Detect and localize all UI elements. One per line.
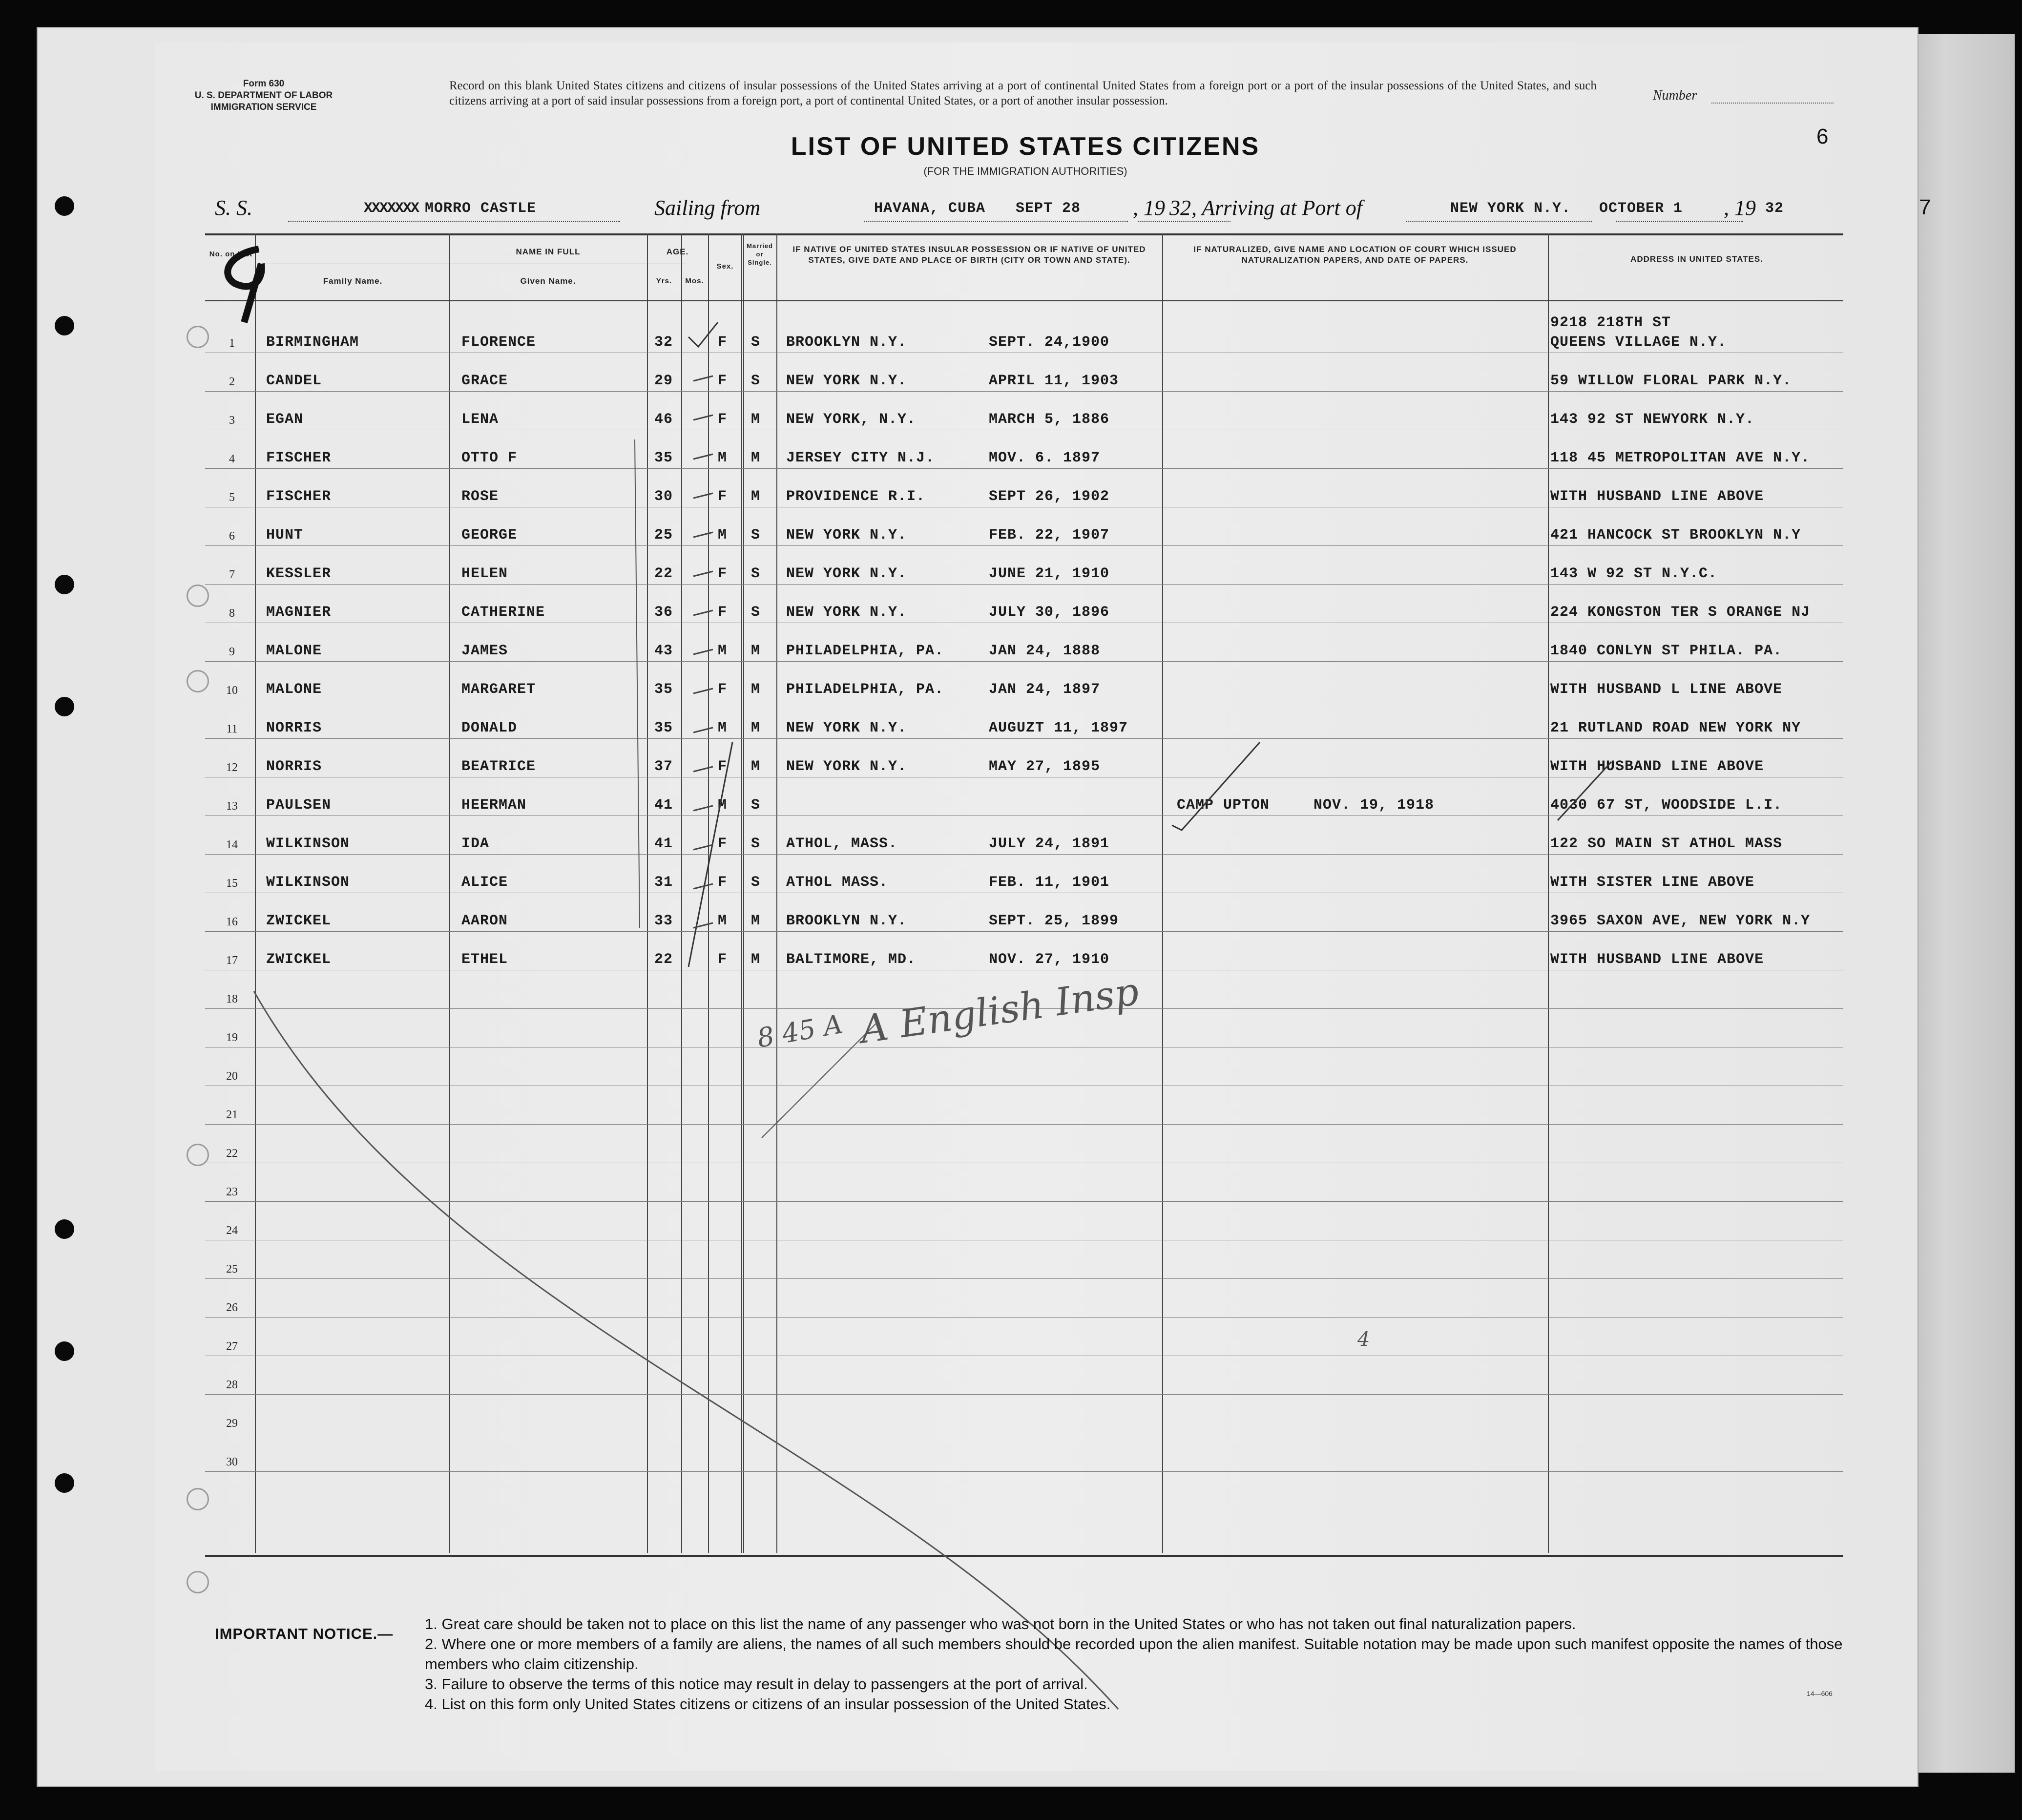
cancellation-line xyxy=(254,991,1118,1709)
marital-status: S xyxy=(751,604,761,621)
row-number: 30 xyxy=(226,1456,238,1468)
sheet-mark-nine xyxy=(228,249,262,322)
given-name: GRACE xyxy=(461,373,508,389)
birth-date: JULY 24, 1891 xyxy=(989,836,1110,852)
address: 122 SO MAIN ST ATHOL MASS xyxy=(1550,836,1783,852)
inspector-signature: A English Insp xyxy=(857,969,1142,1052)
family-name: ZWICKEL xyxy=(266,913,332,929)
address: 421 HANCOCK ST BROOKLYN N.Y xyxy=(1550,527,1801,544)
birth-place: PHILADELPHIA, PA. xyxy=(786,643,944,659)
marital-status: M xyxy=(751,913,761,929)
arrival-port: NEW YORK N.Y. xyxy=(1450,200,1571,217)
sex: F xyxy=(718,681,728,698)
address-check xyxy=(1558,762,1611,820)
birth-place: BALTIMORE, MD. xyxy=(786,951,917,968)
header-family-name: Family Name. xyxy=(323,276,383,286)
header-mos: Mos. xyxy=(685,277,704,285)
row-number: 2 xyxy=(229,376,235,388)
marital-status: M xyxy=(751,951,761,968)
address: WITH HUSBAND LINE ABOVE xyxy=(1550,951,1764,968)
marital-status: M xyxy=(751,488,761,505)
sex: M xyxy=(718,527,728,544)
row-number: 12 xyxy=(226,761,238,774)
family-name: HUNT xyxy=(266,527,304,544)
row-number: 3 xyxy=(229,414,235,427)
header-given-name: Given Name. xyxy=(520,276,576,286)
birth-place: NEW YORK N.Y. xyxy=(786,373,907,389)
address: WITH HUSBAND L LINE ABOVE xyxy=(1550,681,1783,698)
row-number: 9 xyxy=(229,646,235,658)
address: 9218 218TH ST xyxy=(1550,314,1671,331)
check-mark xyxy=(688,742,732,967)
given-name: DONALD xyxy=(461,720,518,736)
birth-date: NOV. 27, 1910 xyxy=(989,951,1110,968)
sex: M xyxy=(718,643,728,659)
page-title: LIST OF UNITED STATES CITIZENS xyxy=(791,132,1260,161)
record-instructions: Record on this blank United States citizens and citizens of insular possessions of the United States arriving at a port of continental United States from a foreign port or a port of the insular possessions of the United States, and such citizens arriving at a port of said insular possessions from a foreign port, a port of continental United States, or a port of another insular possession. xyxy=(449,79,1597,107)
sex: F xyxy=(718,565,728,582)
header-address: ADDRESS IN UNITED STATES. xyxy=(1630,254,1763,264)
row-number: 8 xyxy=(229,607,235,620)
sailing-from-label: Sailing from xyxy=(654,196,761,220)
row-number: 14 xyxy=(226,838,238,851)
address: 118 45 METROPOLITAN AVE N.Y. xyxy=(1550,450,1811,466)
birth-date: SEPT. 25, 1899 xyxy=(989,913,1119,929)
sex: F xyxy=(718,836,728,852)
birth-date: MAY 27, 1895 xyxy=(989,758,1101,775)
sex: F xyxy=(718,488,728,505)
row-number: 11 xyxy=(226,723,238,735)
age-years: 41 xyxy=(654,836,673,852)
age-years: 29 xyxy=(654,373,673,389)
sex: F xyxy=(718,951,728,968)
row-number: 24 xyxy=(226,1224,238,1237)
sex: M xyxy=(718,450,728,466)
row-number: 10 xyxy=(226,684,238,697)
age-years: 35 xyxy=(654,450,673,466)
header-naturalized: IF NATURALIZED, GIVE NAME AND LOCATION OF COURT WHICH ISSUED NATURALIZATION PAPERS, AND DATE OF PAPERS. xyxy=(1193,245,1517,265)
given-name: CATHERINE xyxy=(461,604,545,621)
notice-item: 1. Great care should be taken not to place on this list the name of any passenger who was not born in the United States or who has not taken out final naturalization papers. xyxy=(425,1615,1576,1632)
header-name-in-full: NAME IN FULL xyxy=(516,247,581,256)
family-name: EGAN xyxy=(266,411,304,428)
birth-date: JAN 24, 1897 xyxy=(989,681,1101,698)
age-years: 46 xyxy=(654,411,673,428)
age-years: 32 xyxy=(654,334,673,351)
row-number: 25 xyxy=(226,1263,238,1276)
age-years: 41 xyxy=(654,797,673,814)
given-name: HEERMAN xyxy=(461,797,527,814)
address: WITH HUSBAND LINE ABOVE xyxy=(1550,488,1764,505)
sex: M xyxy=(718,720,728,736)
address: 1840 CONLYN ST PHILA. PA. xyxy=(1550,643,1783,659)
row-number: 5 xyxy=(229,491,235,504)
departure-port: HAVANA, CUBA xyxy=(874,200,986,217)
struck-text: XXXXXXX xyxy=(364,200,419,217)
marital-status: S xyxy=(751,334,761,351)
birth-place: BROOKLYN N.Y. xyxy=(786,913,907,929)
sex: M xyxy=(718,797,728,814)
sex: M xyxy=(718,913,728,929)
sex: F xyxy=(718,373,728,389)
arrival-date: OCTOBER 1 xyxy=(1599,200,1683,217)
sex: F xyxy=(718,334,728,351)
address: 224 KONGSTON TER S ORANGE NJ xyxy=(1550,604,1811,621)
header-no: No. on List xyxy=(209,250,253,258)
birth-place: ATHOL MASS. xyxy=(786,874,889,891)
given-name: JAMES xyxy=(461,643,508,659)
age-years: 37 xyxy=(654,758,673,775)
page-number: 6 xyxy=(1816,125,1829,148)
family-name: KESSLER xyxy=(266,565,332,582)
row-number: 28 xyxy=(226,1379,238,1391)
arrival-year: 32 xyxy=(1765,200,1784,217)
header-birth: IF NATIVE OF UNITED STATES INSULAR POSSESSION OR IF NATIVE OF UNITED STATES, GIVE DATE AND PLACE OF BIRTH (CITY OR TOWN AND STATE). xyxy=(792,245,1146,265)
next-page-number: 7 xyxy=(1919,195,1931,219)
marital-status: M xyxy=(751,758,761,775)
given-name: IDA xyxy=(461,836,490,852)
row-number: 7 xyxy=(229,568,235,581)
given-name: BEATRICE xyxy=(461,758,536,775)
arrival-year-prefix: , 19 xyxy=(1724,196,1756,220)
address: 143 W 92 ST N.Y.C. xyxy=(1550,565,1718,582)
birth-date: AUGUZT 11, 1897 xyxy=(989,720,1128,736)
check-marks xyxy=(693,376,713,928)
address: 143 92 ST NEWYORK N.Y. xyxy=(1550,411,1755,428)
birth-date: APRIL 11, 1903 xyxy=(989,373,1119,389)
given-name: HELEN xyxy=(461,565,508,582)
notice-item: 4. List on this form only United States citizens or citizens of an insular possession of the United States. xyxy=(425,1695,1111,1713)
form-code: 14—606 xyxy=(1807,1690,1833,1697)
marital-status: S xyxy=(751,373,761,389)
row-number: 19 xyxy=(226,1031,238,1044)
family-name: BIRMINGHAM xyxy=(266,334,359,351)
address: WITH SISTER LINE ABOVE xyxy=(1550,874,1755,891)
row-number: 17 xyxy=(226,954,238,967)
birth-date: MARCH 5, 1886 xyxy=(989,411,1110,428)
address-line-2: QUEENS VILLAGE N.Y. xyxy=(1550,334,1727,351)
address: 59 WILLOW FLORAL PARK N.Y. xyxy=(1550,373,1792,389)
page-subtitle: (FOR THE IMMIGRATION AUTHORITIES) xyxy=(923,165,1127,177)
birth-place: NEW YORK N.Y. xyxy=(786,758,907,775)
sail-date: SEPT 28 xyxy=(1016,200,1081,217)
header-married: Married or Single. xyxy=(747,242,773,266)
birth-place: NEW YORK N.Y. xyxy=(786,527,907,544)
family-name: CANDEL xyxy=(266,373,322,389)
birth-date: FEB. 22, 1907 xyxy=(989,527,1110,544)
age-years: 35 xyxy=(654,681,673,698)
sex: F xyxy=(718,411,728,428)
family-name: WILKINSON xyxy=(266,874,350,891)
sail-year: 32 xyxy=(1169,196,1191,220)
birth-place: ATHOL, MASS. xyxy=(786,836,898,852)
age-years: 35 xyxy=(654,720,673,736)
given-name: GEORGE xyxy=(461,527,518,544)
address: 3965 SAXON AVE, NEW YORK N.Y xyxy=(1550,913,1811,929)
department: U. S. DEPARTMENT OF LABOR xyxy=(194,90,333,101)
row-number: 22 xyxy=(226,1147,238,1160)
form-number: Form 630 xyxy=(243,79,285,89)
sex: F xyxy=(718,758,728,775)
row-number: 21 xyxy=(226,1109,238,1121)
row-number: 23 xyxy=(226,1186,238,1198)
given-name: ETHEL xyxy=(461,951,508,968)
age-years: 30 xyxy=(654,488,673,505)
notice-heading: IMPORTANT NOTICE.— xyxy=(215,1625,394,1642)
birth-date: MOV. 6. 1897 xyxy=(989,450,1101,466)
birth-place: PHILADELPHIA, PA. xyxy=(786,681,944,698)
marital-status: S xyxy=(751,797,761,814)
family-name: PAULSEN xyxy=(266,797,332,814)
notice-item: 3. Failure to observe the terms of this notice may result in delay to passengers at the port of arrival. xyxy=(425,1675,1088,1693)
birth-date: SEPT. 24,1900 xyxy=(989,334,1110,351)
ss-label: S. S. xyxy=(215,196,252,220)
notice-item: 2. Where one or more members of a family are aliens, the names of all such members should be recorded upon the alien manifest. Suitable notation may be made upon such manifest opposite the names of those members who claim citizenship. xyxy=(425,1635,1843,1673)
family-name: FISCHER xyxy=(266,450,332,466)
marital-status: S xyxy=(751,527,761,544)
family-name: NORRIS xyxy=(266,758,322,775)
naturalization-date: NOV. 19, 1918 xyxy=(1313,797,1435,814)
given-name: AARON xyxy=(461,913,508,929)
row-number: 16 xyxy=(226,916,238,928)
row-number: 4 xyxy=(229,453,235,465)
given-name: ROSE xyxy=(461,488,499,505)
naturalization-check xyxy=(1172,742,1260,830)
birth-place: NEW YORK N.Y. xyxy=(786,720,907,736)
birth-date: JAN 24, 1888 xyxy=(989,643,1101,659)
family-name: MALONE xyxy=(266,643,322,659)
tally-line xyxy=(635,439,640,928)
row-number: 18 xyxy=(226,993,238,1005)
margin-note: 8 45 A xyxy=(754,1008,845,1054)
marital-status: M xyxy=(751,450,761,466)
birth-place: PROVIDENCE R.I. xyxy=(786,488,926,505)
age-years: 25 xyxy=(654,527,673,544)
age-years: 31 xyxy=(654,874,673,891)
header-age: AGE. xyxy=(666,247,689,256)
age-years: 22 xyxy=(654,565,673,582)
given-name: FLORENCE xyxy=(461,334,536,351)
row-number: 6 xyxy=(229,530,235,543)
family-name: FISCHER xyxy=(266,488,332,505)
row-number: 1 xyxy=(229,337,235,350)
ship-name: MORRO CASTLE xyxy=(425,200,537,217)
age-years: 22 xyxy=(654,951,673,968)
birth-place: JERSEY CITY N.J. xyxy=(786,450,935,466)
row-number: 29 xyxy=(226,1417,238,1430)
address: WITH HUSBAND LINE ABOVE xyxy=(1550,758,1764,775)
family-name: MALONE xyxy=(266,681,322,698)
given-name: LENA xyxy=(461,411,499,428)
number-label: Number xyxy=(1653,88,1697,103)
naturalization-court: CAMP UPTON xyxy=(1177,797,1270,814)
check-mark xyxy=(688,322,718,347)
arriving-label: , Arriving at Port of xyxy=(1191,196,1362,220)
birth-place: NEW YORK N.Y. xyxy=(786,604,907,621)
row-number: 20 xyxy=(226,1070,238,1083)
sex: F xyxy=(718,874,728,891)
marital-status: S xyxy=(751,565,761,582)
family-name: NORRIS xyxy=(266,720,322,736)
marital-status: M xyxy=(751,681,761,698)
family-name: WILKINSON xyxy=(266,836,350,852)
row-number: 26 xyxy=(226,1301,238,1314)
age-years: 33 xyxy=(654,913,673,929)
marital-status: M xyxy=(751,720,761,736)
sail-year-prefix: , 19 xyxy=(1133,196,1165,220)
birth-date: JULY 30, 1896 xyxy=(989,604,1110,621)
age-years: 43 xyxy=(654,643,673,659)
header-yrs: Yrs. xyxy=(656,277,672,285)
birth-place: NEW YORK N.Y. xyxy=(786,565,907,582)
marital-status: M xyxy=(751,643,761,659)
family-name: MAGNIER xyxy=(266,604,332,621)
row-number: 15 xyxy=(226,877,238,890)
marital-status: S xyxy=(751,874,761,891)
sex: F xyxy=(718,604,728,621)
given-name: ALICE xyxy=(461,874,508,891)
spacer xyxy=(547,332,635,337)
birth-place: NEW YORK, N.Y. xyxy=(786,411,917,428)
address: 4030 67 ST, WOODSIDE L.I. xyxy=(1550,797,1783,814)
row-number: 27 xyxy=(226,1340,238,1353)
given-name: MARGARET xyxy=(461,681,536,698)
header-sex: Sex. xyxy=(716,262,734,271)
marital-status: S xyxy=(751,836,761,852)
birth-date: FEB. 11, 1901 xyxy=(989,874,1110,891)
given-name: OTTO F xyxy=(461,450,518,466)
marital-status: M xyxy=(751,411,761,428)
birth-date: SEPT 26, 1902 xyxy=(989,488,1110,505)
birth-place: BROOKLYN N.Y. xyxy=(786,334,907,351)
age-years: 36 xyxy=(654,604,673,621)
row-number: 13 xyxy=(226,800,238,813)
address: 21 RUTLAND ROAD NEW YORK NY xyxy=(1550,720,1801,736)
birth-date: JUNE 21, 1910 xyxy=(989,565,1110,582)
service: IMMIGRATION SERVICE xyxy=(210,102,317,112)
stray-mark: 4 xyxy=(1357,1328,1370,1351)
family-name: ZWICKEL xyxy=(266,951,332,968)
